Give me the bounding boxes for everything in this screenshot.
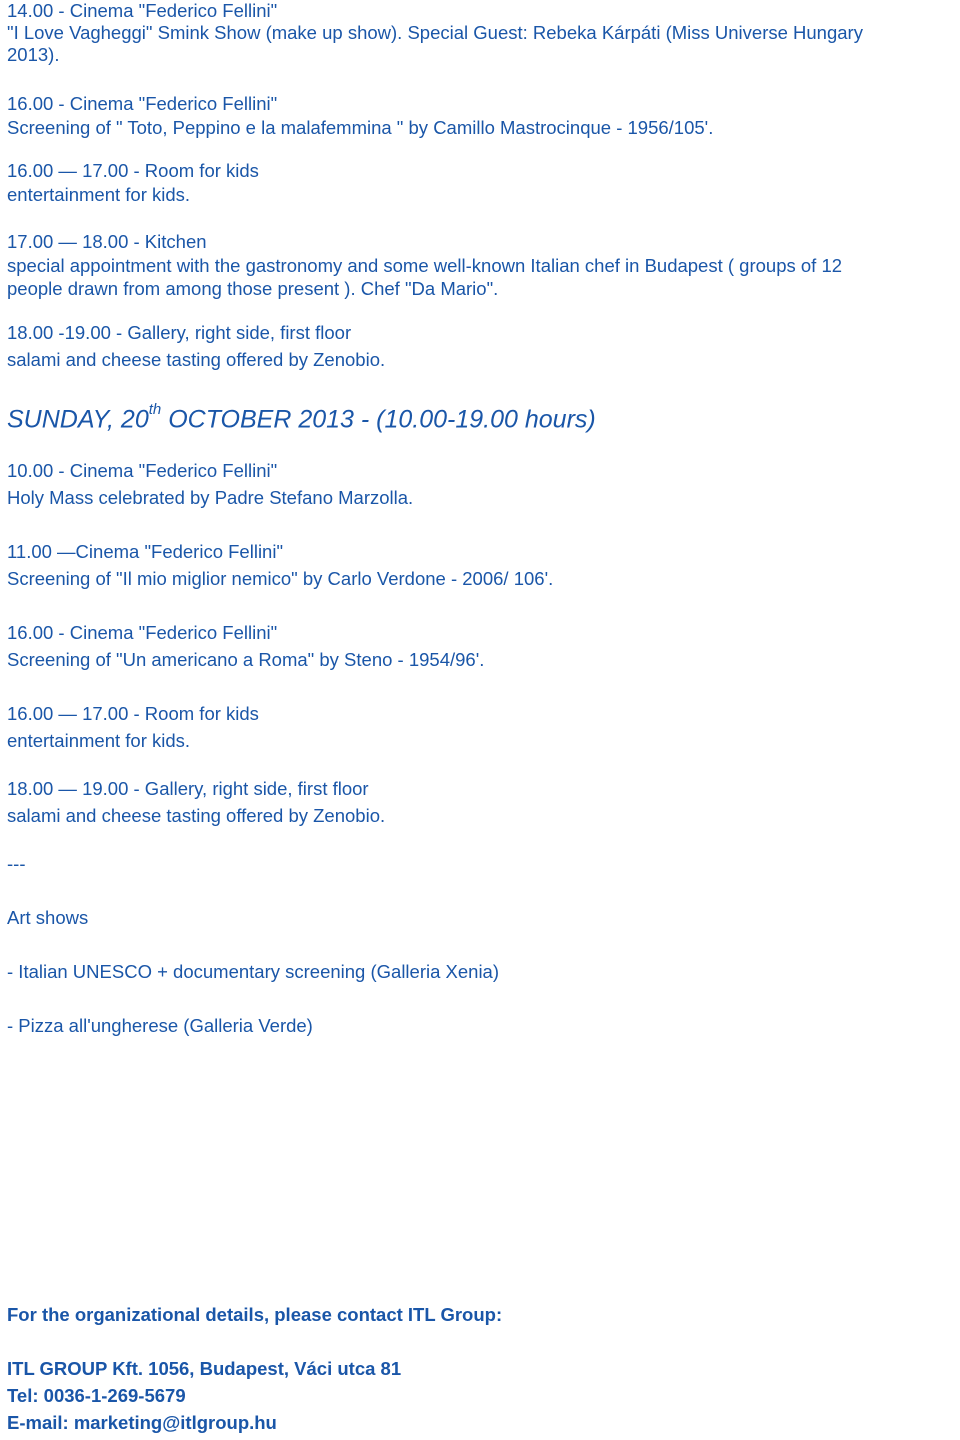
event-time-place: 16.00 — 17.00 - Room for kids (7, 703, 259, 724)
event-time-place: 16.00 - Cinema "Federico Fellini" (7, 622, 278, 643)
event-description: "I Love Vagheggi" Smink Show (make up show). Special Guest: Rebeka Kárpáti (Miss Universe Hungary (7, 22, 863, 43)
contact-email: E-mail: marketing@itlgroup.hu (7, 1412, 277, 1433)
art-shows-title: Art shows (7, 907, 89, 928)
event-description: Screening of " Toto, Peppino e la malafemmina " by Camillo Mastrocinque - 1956/105'. (7, 117, 714, 138)
event-time-place: 16.00 - Cinema "Federico Fellini" (7, 93, 278, 114)
contact-company: ITL GROUP Kft. 1056, Budapest, Váci utca 81 (7, 1358, 402, 1379)
event-description: entertainment for kids. (7, 184, 191, 205)
event-time-place: 14.00 - Cinema "Federico Fellini" (7, 0, 278, 21)
event-time-place: 17.00 — 18.00 - Kitchen (7, 231, 207, 252)
event-description: salami and cheese tasting offered by Zenobio. (7, 805, 386, 826)
day-heading-pre: SUNDAY, 20 (7, 405, 149, 434)
art-show-item: - Pizza all'ungherese (Galleria Verde) (7, 1015, 313, 1036)
event-description: 2013). (7, 44, 60, 65)
day-heading-post: OCTOBER 2013 - (10.00-19.00 hours) (161, 405, 596, 434)
separator: --- (7, 853, 26, 874)
event-description: Screening of "Un americano a Roma" by Steno - 1954/96'. (7, 649, 485, 670)
day-heading (7, 399, 596, 434)
event-description: special appointment with the gastronomy and some well-known Italian chef in Budapest ( groups of 12 (7, 255, 843, 276)
event-description: Screening of "Il mio miglior nemico" by Carlo Verdone - 2006/ 106'. (7, 568, 554, 589)
contact-tel: Tel: 0036-1-269-5679 (7, 1385, 186, 1406)
event-description: people drawn from among those present ). Chef "Da Mario". (7, 278, 499, 299)
event-time-place: 16.00 — 17.00 - Room for kids (7, 160, 259, 181)
event-time-place: 18.00 -19.00 - Gallery, right side, first floor (7, 322, 352, 343)
event-time-place: 10.00 - Cinema "Federico Fellini" (7, 460, 278, 481)
event-time-place: 11.00 —Cinema "Federico Fellini" (7, 541, 284, 562)
event-time-place: 18.00 — 19.00 - Gallery, right side, first floor (7, 778, 369, 799)
event-description: Holy Mass celebrated by Padre Stefano Marzolla. (7, 487, 414, 508)
art-show-item: - Italian UNESCO + documentary screening (Galleria Xenia) (7, 961, 500, 982)
day-heading-sup: th (148, 401, 162, 418)
event-description: entertainment for kids. (7, 730, 191, 751)
contact-intro: For the organizational details, please contact ITL Group: (7, 1304, 503, 1325)
event-description: salami and cheese tasting offered by Zenobio. (7, 349, 386, 370)
